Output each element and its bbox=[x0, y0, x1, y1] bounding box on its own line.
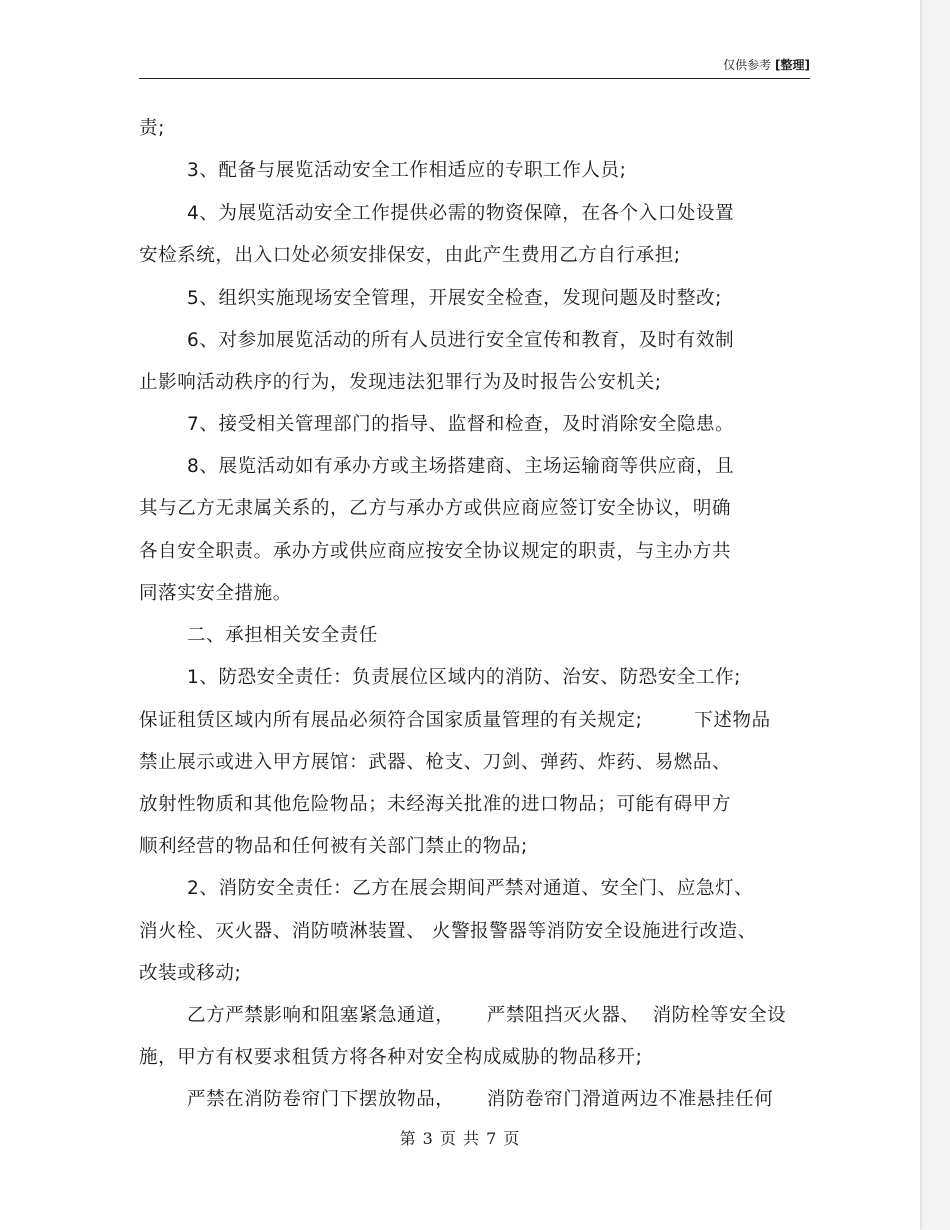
body-line: 放射性物质和其他危险物品；未经海关批准的进口物品；可能有碍甲方 bbox=[139, 794, 732, 815]
section-heading: 二、承担相关安全责任 bbox=[187, 625, 379, 646]
body-line: 2、消防安全责任：乙方在展会期间严禁对通道、安全门、应急灯、 bbox=[187, 878, 754, 899]
body-line: 1、防恐安全责任：负责展位区域内的消防、治安、防恐安全工作; bbox=[187, 667, 742, 688]
body-line: 施，甲方有权要求租赁方将各种对安全构成威胁的物品移开; bbox=[139, 1047, 643, 1068]
page-header bbox=[139, 56, 810, 79]
body-line: 禁止展示或进入甲方展馆：武器、枪支、刀剑、弹药、炸药、易燃品、 bbox=[139, 752, 732, 773]
body-line: 3、配备与展览活动安全工作相适应的专职工作人员; bbox=[187, 160, 627, 181]
body-line: 8、展览活动如有承办方或主场搭建商、主场运输商等供应商，且 bbox=[187, 456, 735, 477]
body-line: 责; bbox=[139, 118, 165, 139]
page-footer: 第 3 页 共 7 页 bbox=[399, 1129, 521, 1148]
body-line: 7、接受相关管理部门的指导、监督和检查，及时消除安全隐患。 bbox=[187, 414, 735, 435]
body-line: 同落实安全措施。 bbox=[139, 583, 292, 604]
body-line: 顺利经营的物品和任何被有关部门禁止的物品; bbox=[139, 836, 528, 857]
body-line: 5、组织实施现场安全管理，开展安全检查，发现问题及时整改; bbox=[187, 288, 722, 309]
body-line: 严禁在消防卷帘门下摆放物品， 消防卷帘门滑道两边不准悬挂任何 bbox=[187, 1089, 774, 1110]
header-tag: [整理] bbox=[775, 58, 810, 72]
body-line: 改装或移动; bbox=[139, 963, 242, 984]
body-line: 保证租赁区域内所有展品必须符合国家质量管理的有关规定; 下述物品 bbox=[139, 710, 771, 731]
body-line: 消火栓、灭火器、消防喷淋装置、 火警报警器等消防安全设施进行改造、 bbox=[139, 921, 757, 942]
body-line: 各自安全职责。承办方或供应商应按安全协议规定的职责，与主办方共 bbox=[139, 541, 732, 562]
body-line: 乙方严禁影响和阻塞紧急通道， 严禁阻挡灭火器、 消防栓等安全设 bbox=[187, 1005, 787, 1026]
body-line: 4、为展览活动安全工作提供必需的物资保障，在各个入口处设置 bbox=[187, 203, 735, 224]
body-line: 止影响活动秩序的行为，发现违法犯罪行为及时报告公安机关; bbox=[139, 372, 662, 393]
body-line: 安检系统，出入口处必须安排保安，由此产生费用乙方自行承担; bbox=[139, 245, 681, 266]
body-line: 其与乙方无隶属关系的，乙方与承办方或供应商应签订安全协议，明确 bbox=[139, 498, 732, 519]
header-note: 仅供参考 bbox=[723, 58, 772, 72]
body-line: 6、对参加展览活动的所有人员进行安全宣传和教育，及时有效制 bbox=[187, 330, 735, 351]
